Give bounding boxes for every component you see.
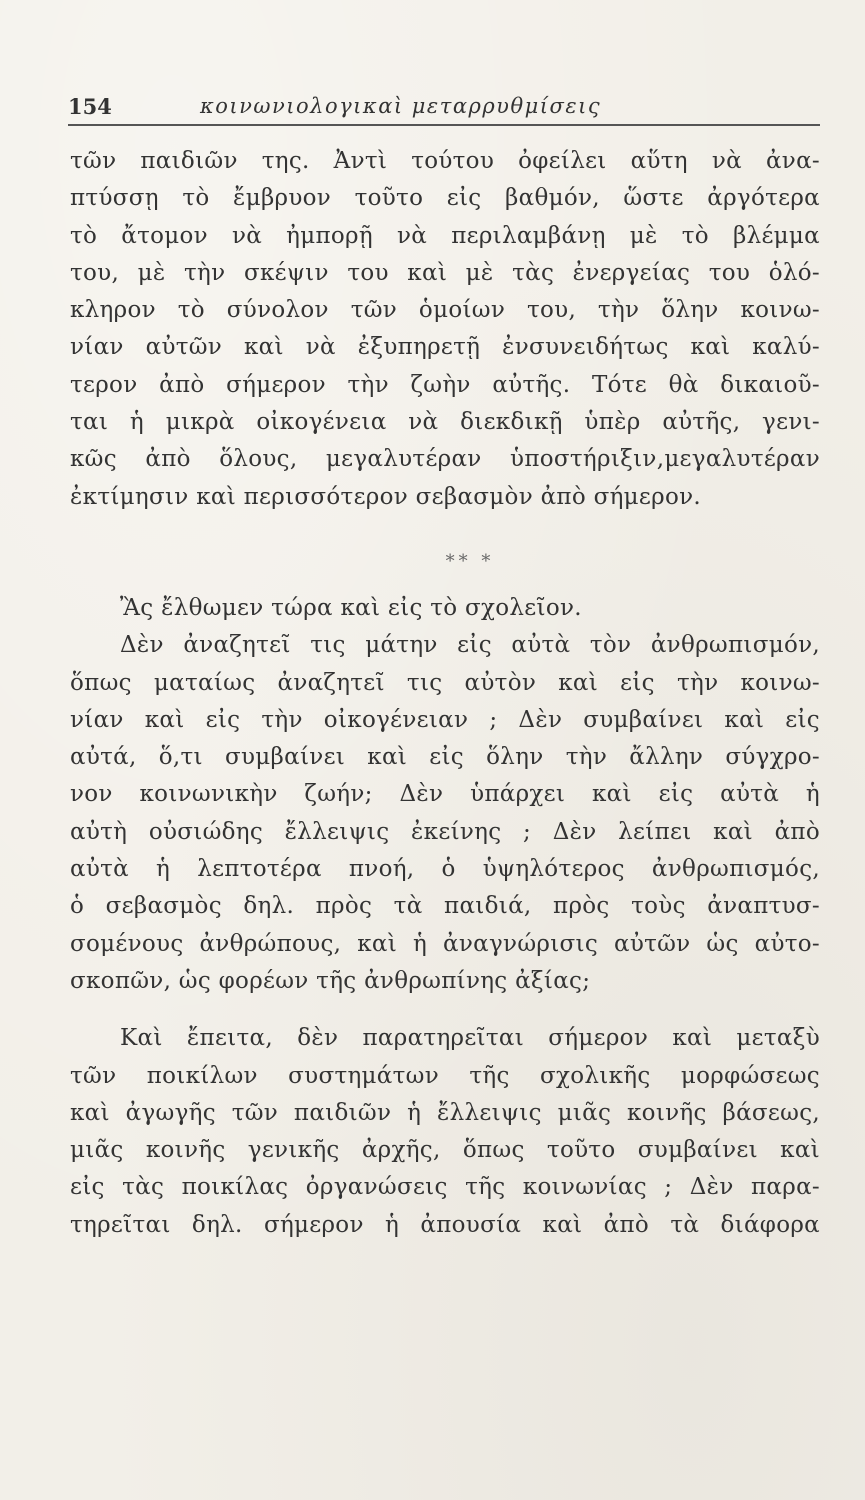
text-line: νίαν καὶ εἰς τὴν οἰκογένειαν ; Δὲν συμβαίνει καὶ εἰς [70,706,820,733]
text-line: ἐκτίμησιν καὶ περισσότερον σεβασμὸν ἀπὸ σήμερον. [70,483,701,510]
text-line: νίαν αὐτῶν καὶ νὰ ἐξυπηρετῇ ἐνσυνειδήτως καὶ καλύ- [70,334,820,361]
text-line: πτύσσῃ τὸ ἔμβρυον τοῦτο εἰς βαθμόν, ὥστε ἀργότερα [70,185,820,212]
text-line: Καὶ ἔπειτα, δὲν παρατηρεῖται σήμερον καὶ μεταξὺ [120,1025,820,1052]
page-number: 154 [68,94,112,119]
text-line: ὁ σεβασμὸς δηλ. πρὸς τὰ παιδιά, πρὸς τοὺς ἀναπτυσ- [70,893,820,920]
paragraph-2: Ἂς ἔλθωμεν τώρα καὶ εἰς τὸ σχολεῖον. [120,594,582,621]
paragraph-3 [70,627,820,1000]
text-line: μιᾶς κοινῆς γενικῆς ἀρχῆς, ὅπως τοῦτο συμβαίνει καὶ [70,1137,820,1164]
text-line: ὅπως ματαίως ἀναζητεῖ τις αὐτὸν καὶ εἰς τὴν κοινω- [70,669,820,696]
text-line: τῶν ποικίλων συστημάτων τῆς σχολικῆς μορφώσεως [70,1062,820,1089]
text-line: αὐτὰ ἡ λεπτοτέρα πνοή, ὁ ὑψηλότερος ἀνθρωπισμός, [70,856,820,883]
text-line: καὶ ἀγωγῆς τῶν παιδιῶν ἡ ἔλλειψις μιᾶς κοινῆς βάσεως, [70,1099,820,1126]
running-head: κοινωνιολογικαὶ μεταρρυθμίσεις [200,94,602,118]
spacer [70,516,820,534]
text-line: τὸ ἄτομον νὰ ἠμπορῇ νὰ περιλαμβάνῃ μὲ τὸ βλέμμα [70,222,820,249]
text-line: τῶν παιδιῶν της. Ἀντὶ τούτου ὀφείλει αὕτη νὰ ἀνα- [70,148,820,174]
body-text [70,143,820,1244]
text-line: αὐτά, ὅ,τι συμβαίνει καὶ εἰς ὅλην τὴν ἄλλην σύγχρο- [70,744,820,771]
spacer [70,1000,820,1020]
text-line: αὐτὴ οὐσιώδης ἔλλειψις ἐκείνης ; Δὲν λείπει καὶ ἀπὸ [70,818,820,845]
text-line: κῶς ἀπὸ ὅλους, μεγαλυτέραν ὑποστήριξιν,μεγαλυτέραν [70,446,820,473]
page-header [68,92,820,126]
text-line: τηρεῖται δηλ. σήμερον ἡ ἀπουσία καὶ ἀπὸ τὰ διάφορα [70,1211,820,1238]
text-line: σκοπῶν, ὡς φορέων τῆς ἀνθρωπίνης ἀξίας; [70,967,591,994]
text-line: νον κοινωνικὴν ζωήν; Δὲν ὑπάρχει καὶ εἰς αὐτὰ ἡ [70,781,820,808]
text-line: τερον ἀπὸ σήμερον τὴν ζωὴν αὐτῆς. Τότε θὰ δικαιοῦ- [70,371,820,398]
section-separator: ** * [445,550,495,572]
text-line: του, μὲ τὴν σκέψιν του καὶ μὲ τὰς ἐνεργείας του ὁλό- [70,259,820,286]
text-line: εἰς τὰς ποικίλας ὀργανώσεις τῆς κοινωνίας ; Δὲν παρα- [70,1174,820,1201]
paragraph-4 [70,1020,820,1244]
text-line: κληρον τὸ σύνολον τῶν ὁμοίων του, τὴν ὅλην κοινω- [70,297,820,324]
text-line: Δὲν ἀναζητεῖ τις μάτην εἰς αὐτὰ τὸν ἀνθρωπισμόν, [120,632,820,659]
text-line: ται ἡ μικρὰ οἰκογένεια νὰ διεκδικῇ ὑπὲρ αὐτῆς, γενι- [70,409,820,436]
paragraph-1 [70,143,820,516]
text-line: σομένους ἀνθρώπους, καὶ ἡ ἀναγνώρισις αὐτῶν ὡς αὐτο- [70,930,820,957]
